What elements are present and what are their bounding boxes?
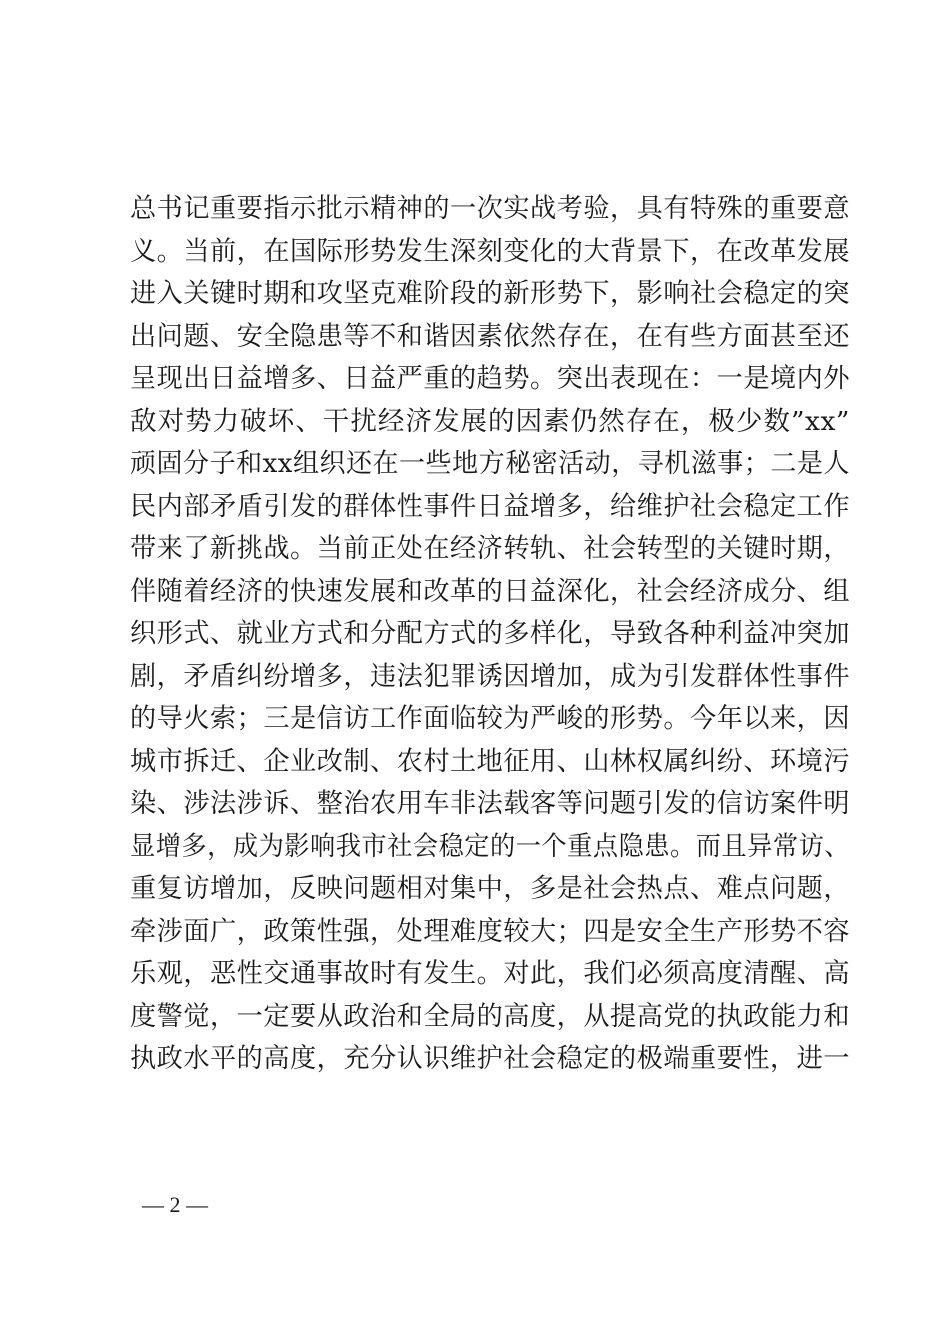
text-line: 执政水平的高度，充分认识维护社会稳定的极端重要性，进一	[130, 1043, 850, 1074]
text-line: 带来了新挑战。当前正处在经济转轨、社会转型的关键时期，	[130, 533, 850, 564]
text-line: 乐观，恶性交通事故时有发生。对此，我们必须高度清醒、高	[130, 958, 850, 989]
text-line: 呈现出日益增多、日益严重的趋势。突出表现在：一是境内外	[130, 363, 850, 394]
text-line: 染、涉法涉诉、整治农用车非法载客等问题引发的信访案件明	[130, 788, 850, 819]
text-line: 顽固分子和xx组织还在一些地方秘密活动，寻机滋事；二是人	[130, 448, 850, 479]
text-line: 牵涉面广，政策性强，处理难度较大；四是安全生产形势不容	[130, 915, 850, 947]
text-line: 显增多，成为影响我市社会稳定的一个重点隐患。而且异常访、	[130, 830, 850, 862]
text-line: 敌对势力破坏、干扰经济发展的因素仍然存在，极少数”xx”	[130, 405, 850, 437]
text-line: 义。当前，在国际形势发生深刻变化的大背景下，在改革发展	[130, 235, 850, 267]
page-number: — 2 —	[142, 1192, 208, 1217]
text-line: 民内部矛盾引发的群体性事件日益增多，给维护社会稳定工作	[130, 490, 850, 522]
text-line: 总书记重要指示批示精神的一次实战考验，具有特殊的重要意	[130, 193, 850, 224]
text-line: 度警觉，一定要从政治和全局的高度，从提高党的执政能力和	[130, 1000, 850, 1032]
text-line: 伴随着经济的快速发展和改革的日益深化，社会经济成分、组	[130, 575, 850, 607]
text-line: 出问题、安全隐患等不和谐因素依然存在，在有些方面甚至还	[130, 320, 850, 352]
text-line: 织形式、就业方式和分配方式的多样化，导致各种利益冲突加	[130, 618, 850, 649]
text-line: 的导火索；三是信访工作面临较为严峻的形势。今年以来，因	[130, 703, 850, 734]
text-line: 剧，矛盾纠纷增多，违法犯罪诱因增加，成为引发群体性事件	[130, 660, 850, 692]
text-line: 重复访增加，反映问题相对集中，多是社会热点、难点问题，	[130, 873, 850, 904]
body-text	[130, 188, 850, 1081]
text-line: 进入关键时期和攻坚克难阶段的新形势下，影响社会稳定的突	[130, 278, 850, 309]
text-line: 城市拆迁、企业改制、农村土地征用、山林权属纠纷、环境污	[130, 745, 850, 777]
